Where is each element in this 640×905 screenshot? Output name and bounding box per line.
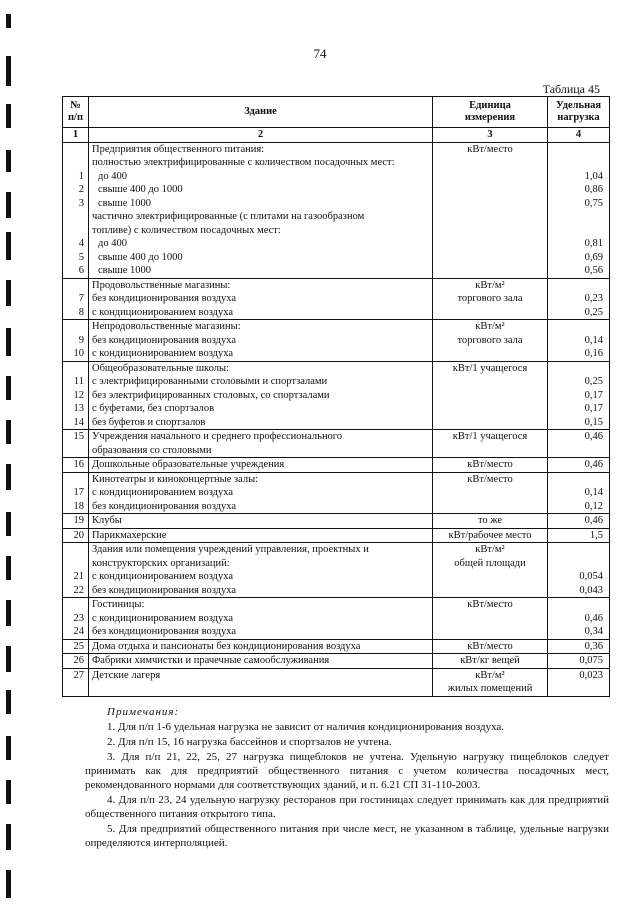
row-number: 9 [63, 334, 89, 348]
row-number [63, 361, 89, 375]
table-row [63, 639, 610, 654]
table-row [63, 654, 610, 669]
table-row [63, 598, 610, 612]
row-load: 0,17 [548, 389, 610, 403]
table-row [63, 557, 610, 571]
row-unit: кВт/место [433, 458, 548, 473]
table-row [63, 210, 610, 224]
binding-mark [6, 646, 11, 672]
table-caption: Таблица 45 [542, 82, 600, 96]
row-number: 10 [63, 347, 89, 361]
row-load: 0,56 [548, 264, 610, 278]
row-unit: кВт/1 учащегося [433, 430, 548, 444]
page-number: 74 [313, 46, 327, 61]
row-number: 15 [63, 430, 89, 444]
binding-mark [6, 376, 11, 400]
table-row [63, 264, 610, 278]
row-number [63, 444, 89, 458]
header-load: Удельная нагрузка [548, 97, 610, 128]
binding-mark [6, 192, 11, 218]
row-number [63, 156, 89, 170]
row-unit [433, 389, 548, 403]
table-row [63, 361, 610, 375]
row-load: 0,69 [548, 251, 610, 265]
row-building: Общеобразовательные школы: [89, 361, 433, 375]
row-building: без кондиционирования воздуха [89, 292, 433, 306]
row-unit [433, 416, 548, 430]
row-building [89, 682, 433, 696]
row-number [63, 472, 89, 486]
row-load: 0,054 [548, 570, 610, 584]
row-building: Клубы [89, 514, 433, 529]
row-number [63, 142, 89, 156]
column-number-row [63, 128, 610, 143]
table-row [63, 156, 610, 170]
row-load [548, 361, 610, 375]
row-load: 0,023 [548, 668, 610, 682]
row-number: 8 [63, 306, 89, 320]
row-load: 0,043 [548, 584, 610, 598]
table-row [63, 334, 610, 348]
table-row [63, 612, 610, 626]
row-unit: кВт/место [433, 639, 548, 654]
row-load [548, 210, 610, 224]
table-body [63, 142, 610, 696]
row-load: 0,14 [548, 486, 610, 500]
row-unit: то же [433, 514, 548, 529]
table-row [63, 584, 610, 598]
row-unit: торгового зала [433, 334, 548, 348]
row-building: Продовольственные магазины: [89, 278, 433, 292]
column-number: 2 [89, 128, 433, 143]
row-load: 0,075 [548, 654, 610, 669]
table-row [63, 486, 610, 500]
row-building: без кондиционирования воздуха [89, 584, 433, 598]
note-item: 3. Для п/п 21, 22, 25, 27 нагрузка пищеблоков не учтена. Удельную нагрузку пищеблоков следует принимать как для предприятий общественного питания с учетом количества посадочных мест, рекомендованного нормами для соответствующих зданий, и п. 6.21 СП 31-110-2003. [85, 751, 609, 791]
row-building: Детские лагеря [89, 668, 433, 682]
row-number: 25 [63, 639, 89, 654]
row-unit: торгового зала [433, 292, 548, 306]
table-row [63, 430, 610, 444]
row-building: Гостиницы: [89, 598, 433, 612]
table-row [63, 514, 610, 529]
row-load: 0,86 [548, 183, 610, 197]
table-row [63, 668, 610, 682]
binding-mark [6, 104, 11, 128]
row-unit [433, 170, 548, 184]
row-building: образования со столовыми [89, 444, 433, 458]
row-unit: кВт/место [433, 598, 548, 612]
row-unit [433, 347, 548, 361]
row-building: с кондиционированием воздуха [89, 486, 433, 500]
row-number: 26 [63, 654, 89, 669]
load-table [62, 96, 610, 697]
header-row [63, 97, 610, 128]
row-number [63, 278, 89, 292]
row-load: 0,46 [548, 612, 610, 626]
row-building: до 400 [89, 170, 433, 184]
row-number: 11 [63, 375, 89, 389]
row-unit: кВт/м² [433, 278, 548, 292]
row-building: Предприятия общественного питания: [89, 142, 433, 156]
row-unit: кВт/м² [433, 668, 548, 682]
table-row [63, 444, 610, 458]
row-building: с кондиционированием воздуха [89, 306, 433, 320]
row-building: без кондиционирования воздуха [89, 500, 433, 514]
binding-mark [6, 464, 11, 490]
binding-mark [6, 420, 11, 444]
table-row [63, 347, 610, 361]
row-number [63, 557, 89, 571]
row-number: 19 [63, 514, 89, 529]
row-unit [433, 306, 548, 320]
binding-mark [6, 736, 11, 760]
row-load [548, 598, 610, 612]
row-building: с буфетами, без спортзалов [89, 402, 433, 416]
row-building: с кондиционированием воздуха [89, 570, 433, 584]
row-number: 23 [63, 612, 89, 626]
row-number: 6 [63, 264, 89, 278]
binding-mark [6, 600, 11, 626]
row-building: с электрифицированными столовыми и спортзалами [89, 375, 433, 389]
binding-mark [6, 556, 11, 580]
table-row [63, 458, 610, 473]
row-number: 2 [63, 183, 89, 197]
row-number: 1 [63, 170, 89, 184]
row-building: свыше 1000 [89, 197, 433, 211]
binding-mark [6, 870, 11, 898]
column-number: 1 [63, 128, 89, 143]
table-row [63, 416, 610, 430]
row-load: 0,16 [548, 347, 610, 361]
column-number: 4 [548, 128, 610, 143]
row-building: свыше 1000 [89, 264, 433, 278]
table-row [63, 543, 610, 557]
row-number: 16 [63, 458, 89, 473]
row-number [63, 320, 89, 334]
row-building: свыше 400 до 1000 [89, 251, 433, 265]
row-unit [433, 237, 548, 251]
row-number: 7 [63, 292, 89, 306]
row-unit [433, 500, 548, 514]
note-item: 4. Для п/п 23, 24 удельную нагрузку ресторанов при гостиницах следует принимать как для предприятий общественного питания открытого типа. [85, 794, 609, 820]
binding-mark [6, 512, 11, 536]
row-building: Дошкольные образовательные учреждения [89, 458, 433, 473]
row-load: 0,23 [548, 292, 610, 306]
row-number [63, 598, 89, 612]
table-row [63, 142, 610, 156]
table-row [63, 375, 610, 389]
row-number: 12 [63, 389, 89, 403]
table-row [63, 183, 610, 197]
row-number: 18 [63, 500, 89, 514]
row-load: 0,12 [548, 500, 610, 514]
row-load [548, 472, 610, 486]
row-unit [433, 264, 548, 278]
row-building: частично электрифицированные (с плитами на газообразном [89, 210, 433, 224]
row-building: без буфетов и спортзалов [89, 416, 433, 430]
table-row [63, 682, 610, 696]
table-row [63, 320, 610, 334]
row-load: 1,5 [548, 528, 610, 543]
binding-mark [6, 824, 11, 850]
row-unit [433, 375, 548, 389]
row-unit [433, 612, 548, 626]
row-load: 0,17 [548, 402, 610, 416]
table-row [63, 472, 610, 486]
row-unit [433, 570, 548, 584]
row-number: 24 [63, 625, 89, 639]
column-number: 3 [433, 128, 548, 143]
row-unit [433, 156, 548, 170]
row-load: 0,14 [548, 334, 610, 348]
table-row [63, 237, 610, 251]
row-load: 0,46 [548, 514, 610, 529]
row-unit [433, 486, 548, 500]
row-load: 0,34 [548, 625, 610, 639]
row-number [63, 210, 89, 224]
row-building: топливе) с количеством посадочных мест: [89, 224, 433, 238]
row-load [548, 682, 610, 696]
row-number: 14 [63, 416, 89, 430]
row-unit [433, 210, 548, 224]
row-building: Учреждения начального и среднего профессионального [89, 430, 433, 444]
row-number: 21 [63, 570, 89, 584]
row-building: без кондиционирования воздуха [89, 625, 433, 639]
binding-mark [6, 780, 11, 804]
header-building: Здание [89, 97, 433, 128]
row-number: 13 [63, 402, 89, 416]
row-load: 0,46 [548, 430, 610, 444]
binding-mark [6, 150, 11, 172]
row-building: Дома отдыха и пансионаты без кондиционирования воздуха [89, 639, 433, 654]
row-number: 5 [63, 251, 89, 265]
row-building: конструкторских организаций: [89, 557, 433, 571]
row-building: Непродовольственные магазины: [89, 320, 433, 334]
row-unit: жилых помещений [433, 682, 548, 696]
row-load [548, 224, 610, 238]
row-building: без кондиционирования воздуха [89, 334, 433, 348]
table-row [63, 402, 610, 416]
row-unit [433, 444, 548, 458]
table-row [63, 528, 610, 543]
row-unit: кВт/1 учащегося [433, 361, 548, 375]
row-unit [433, 251, 548, 265]
binding-mark [6, 328, 11, 356]
row-load [548, 156, 610, 170]
row-unit [433, 183, 548, 197]
row-load [548, 142, 610, 156]
row-number [63, 543, 89, 557]
row-unit [433, 584, 548, 598]
row-building: Кинотеатры и киноконцертные залы: [89, 472, 433, 486]
row-unit [433, 224, 548, 238]
row-building: с кондиционированием воздуха [89, 347, 433, 361]
row-number: 4 [63, 237, 89, 251]
table-row [63, 278, 610, 292]
row-number [63, 682, 89, 696]
table-row [63, 224, 610, 238]
row-load: 0,15 [548, 416, 610, 430]
row-load: 0,46 [548, 458, 610, 473]
note-item: 1. Для п/п 1-6 удельная нагрузка не зависит от наличия кондиционирования воздуха. [107, 721, 505, 733]
row-load: 0,36 [548, 639, 610, 654]
row-building: Парикмахерские [89, 528, 433, 543]
row-load: 0,75 [548, 197, 610, 211]
row-building: свыше 400 до 1000 [89, 183, 433, 197]
row-number [63, 224, 89, 238]
row-unit [433, 402, 548, 416]
row-building: Фабрики химчистки и прачечные самообслуживания [89, 654, 433, 669]
row-unit [433, 625, 548, 639]
row-unit: кВт/м² [433, 320, 548, 334]
row-load [548, 543, 610, 557]
row-load [548, 444, 610, 458]
row-building: полностью электрифицированные с количеством посадочных мест: [89, 156, 433, 170]
note-item: 5. Для предприятий общественного питания при числе мест, не указанном в таблице, удельные нагрузки определяются интерполяцией. [85, 823, 609, 849]
table-row [63, 170, 610, 184]
binding-mark [6, 690, 11, 714]
row-number: 3 [63, 197, 89, 211]
binding-mark [6, 232, 11, 260]
row-building: до 400 [89, 237, 433, 251]
header-no: № п/п [63, 97, 89, 128]
binding-mark [6, 280, 11, 306]
notes [85, 705, 609, 850]
row-unit: кВт/м² [433, 543, 548, 557]
row-unit: общей площади [433, 557, 548, 571]
note-item: 2. Для п/п 15, 16 нагрузка бассейнов и спортзалов не учтена. [107, 736, 392, 748]
table-row [63, 500, 610, 514]
row-load: 1,04 [548, 170, 610, 184]
row-load [548, 278, 610, 292]
row-number: 17 [63, 486, 89, 500]
row-number: 22 [63, 584, 89, 598]
row-building: без электрифицированных столовых, со спортзалами [89, 389, 433, 403]
binding-mark [6, 14, 11, 28]
table-row [63, 625, 610, 639]
table-row [63, 389, 610, 403]
table-row [63, 251, 610, 265]
table-row [63, 570, 610, 584]
row-building: с кондиционированием воздуха [89, 612, 433, 626]
row-number: 27 [63, 668, 89, 682]
row-load: 0,25 [548, 375, 610, 389]
row-unit: кВт/место [433, 142, 548, 156]
row-load [548, 557, 610, 571]
table-row [63, 306, 610, 320]
table-row [63, 197, 610, 211]
row-load: 0,81 [548, 237, 610, 251]
row-unit: кВт/место [433, 472, 548, 486]
row-unit: кВт/рабочее место [433, 528, 548, 543]
notes-title: Примечания: [107, 706, 180, 718]
header-unit: Единица измерения [433, 97, 548, 128]
row-unit: кВт/кг вещей [433, 654, 548, 669]
row-load [548, 320, 610, 334]
row-unit [433, 197, 548, 211]
row-load: 0,25 [548, 306, 610, 320]
table-row [63, 292, 610, 306]
row-number: 20 [63, 528, 89, 543]
row-building: Здания или помещения учреждений управления, проектных и [89, 543, 433, 557]
